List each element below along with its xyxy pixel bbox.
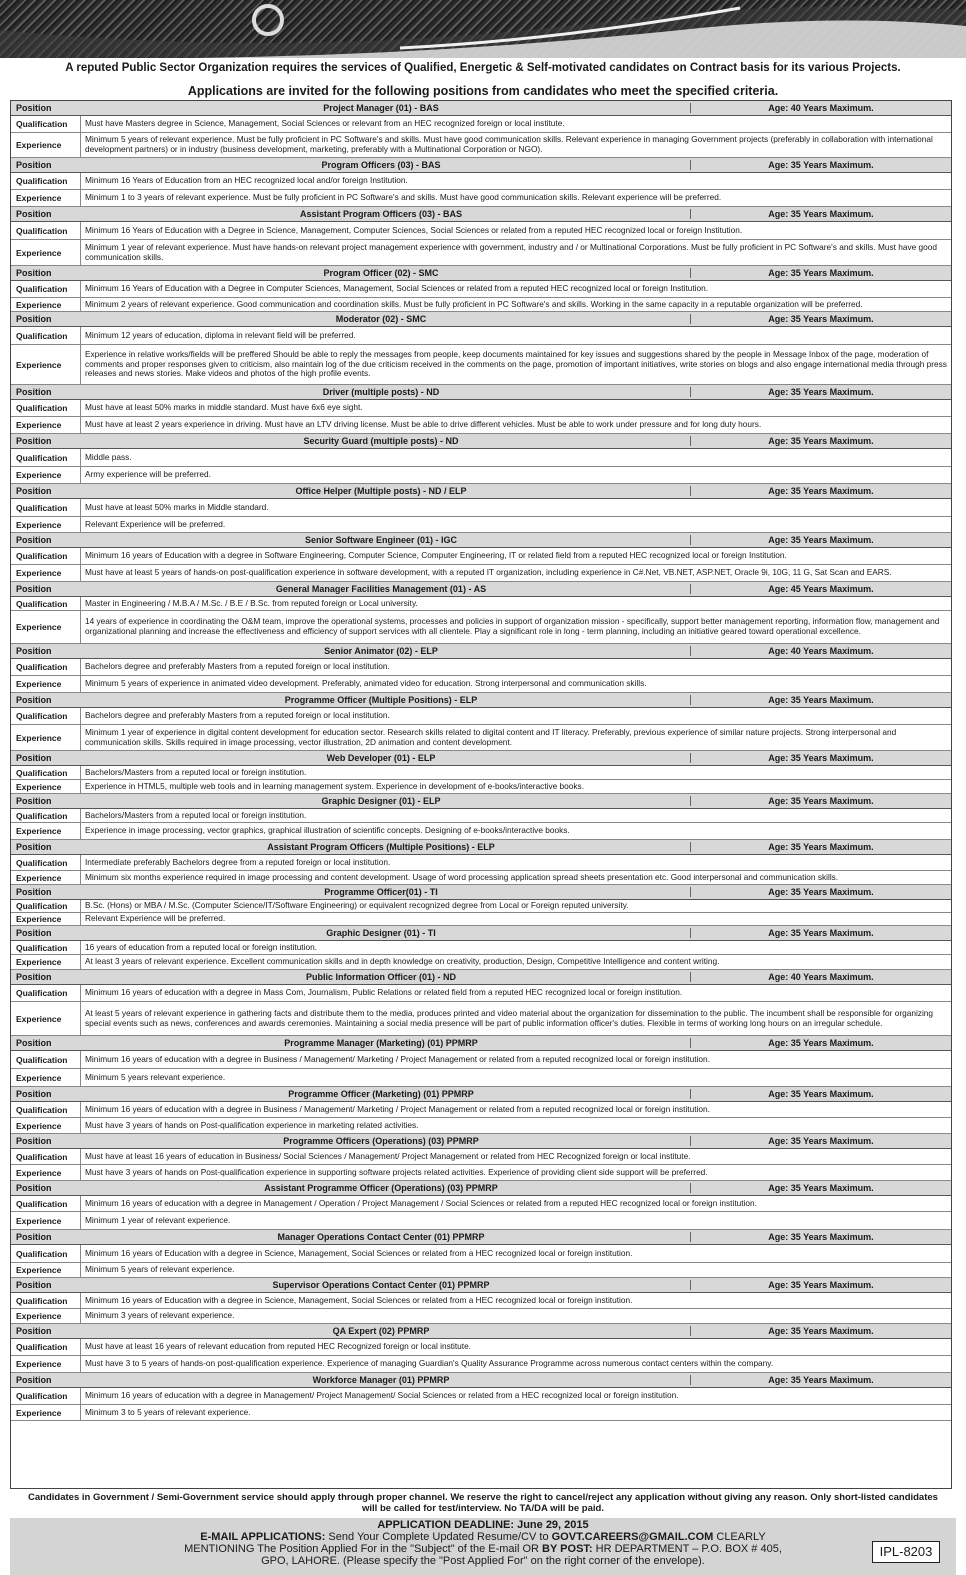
experience-label: Experience <box>11 823 81 839</box>
age-limit: Age: 35 Years Maximum. <box>768 1326 874 1336</box>
experience-label: Experience <box>11 1356 81 1372</box>
qualification-row <box>11 116 951 133</box>
position-label: Position <box>16 209 52 219</box>
position-label: Position <box>16 753 52 763</box>
experience-label: Experience <box>11 240 81 265</box>
experience-row <box>11 1309 951 1324</box>
age-limit: Age: 35 Years Maximum. <box>768 268 874 278</box>
position-row <box>11 794 951 809</box>
position-label: Position <box>16 1375 52 1385</box>
position-row <box>11 751 951 766</box>
position-title: QA Expert (02) PPMRP <box>80 1326 691 1336</box>
experience-text: Relevant Experience will be preferred. <box>85 518 226 529</box>
experience-label: Experience <box>11 417 81 433</box>
position-label: Position <box>16 535 52 545</box>
email-tail: CLEARLY <box>716 1531 766 1543</box>
experience-text: Must have at least 5 years of hands-on post-qualification experience in software development, with a reputed IT organization, including experience in C#.Net, VB.NET, ASP.NET, Oracle 9i, 10G, 11 G, Sat Scan and EARS. <box>85 567 892 578</box>
qualification-row <box>11 1293 951 1309</box>
application-deadline: APPLICATION DEADLINE: June 29, 2015 <box>377 1519 589 1531</box>
position-row <box>11 582 951 597</box>
experience-row <box>11 1165 951 1181</box>
experience-text: Relevant Experience will be preferred. <box>85 913 226 924</box>
experience-label: Experience <box>11 1309 81 1323</box>
experience-row <box>11 611 951 644</box>
experience-row <box>11 565 951 582</box>
age-limit: Age: 35 Years Maximum. <box>768 535 874 545</box>
qualification-row <box>11 1196 951 1212</box>
invite-heading: Applications are invited for the following positions from candidates who meet the specified criteria. <box>187 84 779 98</box>
position-label: Position <box>16 887 52 897</box>
position-label: Position <box>16 1326 52 1336</box>
footer-note: Candidates in Government / Semi-Government service should apply through proper channel. We reserve the right to cancel/reject any application without giving any reason. Only short-listed candidates will be called for test/interview. No TA/DA will be paid. <box>28 1492 938 1514</box>
positions-table <box>10 100 952 1489</box>
age-limit: Age: 35 Years Maximum. <box>768 486 874 496</box>
position-title: Senior Software Engineer (01) - IGC <box>80 535 691 545</box>
position-label: Position <box>16 268 52 278</box>
postal-address: HR DEPARTMENT – P.O. BOX # 405, <box>595 1543 782 1555</box>
position-title: Programme Manager (Marketing) (01) PPMRP <box>80 1038 691 1048</box>
email-address-link[interactable]: GOVT.CAREERS@GMAIL.COM <box>551 1531 714 1543</box>
qualification-label: Qualification <box>11 173 81 189</box>
by-post-label: BY POST: <box>542 1543 593 1555</box>
qualification-row <box>11 281 951 298</box>
experience-row <box>11 1212 951 1230</box>
experience-row <box>11 133 951 158</box>
age-limit: Age: 35 Years Maximum. <box>768 160 874 170</box>
banner-graphic <box>0 0 966 58</box>
experience-text: At least 5 years of relevant experience in gathering facts and distribute them to the media, produces printed and video material about the organization for dissemination to the public. The incumbent shall be responsible for organizing special events such as news, conferences and awards ceremonies. Maintaining a social media presence will be part of public information officer's duties. Flexible in terms of working long hours on an irregular schedule. <box>85 1007 934 1028</box>
qualification-text: Bachelors degree and preferably Masters from a reputed foreign or local institution. <box>85 661 390 672</box>
age-limit: Age: 35 Years Maximum. <box>768 314 874 324</box>
experience-row <box>11 240 951 266</box>
position-label: Position <box>16 972 52 982</box>
position-title: Office Helper (Multiple posts) - ND / ELP <box>80 486 691 496</box>
experience-text: Minimum 3 to 5 years of relevant experience. <box>85 1406 251 1417</box>
position-row <box>11 693 951 708</box>
experience-text: Must have 3 years of hands on Post-qualification experience in marketing related activities. <box>85 1119 419 1130</box>
position-row <box>11 885 951 900</box>
experience-row <box>11 1263 951 1278</box>
qualification-row <box>11 173 951 190</box>
position-label: Position <box>16 796 52 806</box>
experience-label: Experience <box>11 676 81 692</box>
qualification-label: Qualification <box>11 1051 81 1068</box>
position-title: Assistant Program Officers (03) - BAS <box>80 209 691 219</box>
position-title: Supervisor Operations Contact Center (01) PPMRP <box>80 1280 691 1290</box>
position-title: Project Manager (01) - BAS <box>80 103 691 113</box>
experience-row <box>11 1356 951 1373</box>
experience-row <box>11 517 951 533</box>
age-limit: Age: 35 Years Maximum. <box>768 1232 874 1242</box>
experience-text: Minimum 1 year of relevant experience. Must have hands-on relevant project management experience with government, industry and / or Multinational Corporations. Must be fully proficient in PC Software's and skills. Must have good communication skills. <box>85 241 937 262</box>
experience-row <box>11 1118 951 1134</box>
qualification-text: Minimum 16 Years of Education with a Degree in Computer Sciences, Management, Social Sciences or related from a reputed HEC recognized local or foreign Institution. <box>85 283 709 294</box>
qualification-row <box>11 400 951 417</box>
qualification-text: Master in Engineering / M.B.A / M.Sc. / B.E / B.Sc. from reputed foreign or Local university. <box>85 597 418 608</box>
qualification-label: Qualification <box>11 400 81 416</box>
position-label: Position <box>16 1280 52 1290</box>
experience-text: Minimum 5 years relevant experience. <box>85 1071 226 1082</box>
position-title: Web Developer (01) - ELP <box>80 753 691 763</box>
position-row <box>11 312 951 327</box>
postal-city-line: GPO, LAHORE. (Please specify the "Post Applied For" on the right corner of the envelope). <box>261 1555 705 1567</box>
position-title: Programme Officer(01) - TI <box>80 887 691 897</box>
position-row <box>11 101 951 116</box>
qualification-label: Qualification <box>11 1293 81 1308</box>
experience-label: Experience <box>11 611 81 643</box>
experience-text: Minimum 5 years of relevant experience. Must be fully proficient in PC Software's and skills. Must have good communication skills. Relevant experience in managing Government projects (preferably in collaboration with international development partners) or in industry (business development, marketing, preferably with a Multinational Corporation or NGO). <box>85 134 933 154</box>
position-title: General Manager Facilities Management (01) - AS <box>80 584 691 594</box>
position-title: Security Guard (multiple posts) - ND <box>80 436 691 446</box>
qualification-text: Minimum 16 years of education with a degree in Management / Operation / Project Management / Social Sciences or related from a reputed HEC recognized local or foreign institution. <box>85 1197 757 1208</box>
experience-label: Experience <box>11 955 81 969</box>
position-row <box>11 970 951 985</box>
qualification-text: Minimum 16 years of education with a degree in Business / Management/ Marketing / Project Management or related from a reputed recognized local or foreign institution. <box>85 1103 710 1114</box>
position-title: Driver (multiple posts) - ND <box>80 387 691 397</box>
position-row <box>11 484 951 499</box>
position-row <box>11 1230 951 1245</box>
position-row <box>11 434 951 449</box>
experience-row <box>11 467 951 484</box>
position-row <box>11 266 951 281</box>
position-row <box>11 1087 951 1102</box>
position-title: Programme Officers (Operations) (03) PPMRP <box>80 1136 691 1146</box>
qualification-text: Minimum 16 years of Education with a degree in Software Engineering, Computer Science, Computer Engineering, IT or related field from a reputed HEC recognized local or foreign Institution. <box>85 550 787 561</box>
qualification-label: Qualification <box>11 1102 81 1117</box>
age-limit: Age: 40 Years Maximum. <box>768 972 874 982</box>
position-title: Graphic Designer (01) - ELP <box>80 796 691 806</box>
qualification-row <box>11 900 951 913</box>
qualification-label: Qualification <box>11 900 81 912</box>
email-text: Send Your Complete Updated Resume/CV to <box>328 1531 549 1543</box>
qualification-label: Qualification <box>11 1196 81 1211</box>
qualification-text: Intermediate preferably Bachelors degree from a reputed foreign or local institution. <box>85 856 391 867</box>
experience-text: Experience in HTML5, multiple web tools and in learning management system. Experience in development of e-books/interactive books. <box>85 780 584 791</box>
position-row <box>11 644 951 659</box>
experience-text: Minimum six months experience required in image processing and content development. Usage of word processing application spread sheets presentation etc. Good interpersonal and communication skills. <box>85 871 839 882</box>
position-label: Position <box>16 387 52 397</box>
experience-label: Experience <box>11 298 81 311</box>
experience-label: Experience <box>11 1405 81 1420</box>
qualification-row <box>11 597 951 611</box>
experience-label: Experience <box>11 1263 81 1277</box>
position-row <box>11 1324 951 1339</box>
position-title: Assistant Program Officers (Multiple Positions) - ELP <box>80 842 691 852</box>
experience-text: Must have 3 years of hands on Post-qualification experience in supporting software projects related activities. Experience of providing client side support will be preferred. <box>85 1166 708 1177</box>
qualification-row <box>11 1339 951 1356</box>
qualification-row <box>11 766 951 780</box>
qualification-text: Minimum 16 Years of Education with a Degree in Science, Management, Computer Sciences, Social Sciences or related from a reputed HEC recognized local or foreign Institution. <box>85 224 743 235</box>
age-limit: Age: 35 Years Maximum. <box>768 887 874 897</box>
experience-text: Minimum 1 to 3 years of relevant experience. Must be fully proficient in PC Software's and skills. Must have good communication skills. Relevant experience will be preferred. <box>85 192 722 203</box>
experience-row <box>11 913 951 926</box>
experience-label: Experience <box>11 871 81 884</box>
experience-row <box>11 1069 951 1087</box>
experience-label: Experience <box>11 1118 81 1133</box>
post-instructions <box>0 1543 966 1555</box>
qualification-row <box>11 855 951 871</box>
experience-row <box>11 1002 951 1036</box>
position-row <box>11 840 951 855</box>
position-label: Position <box>16 486 52 496</box>
qualification-row <box>11 1388 951 1405</box>
position-row <box>11 158 951 173</box>
position-label: Position <box>16 1038 52 1048</box>
position-title: Program Officer (02) - SMC <box>80 268 691 278</box>
experience-label: Experience <box>11 467 81 483</box>
qualification-label: Qualification <box>11 281 81 297</box>
experience-text: Must have at least 2 years experience in driving. Must have an LTV driving license. Must be able to drive different vehicles. Must be able to work under pressure and for long duty hours. <box>85 419 762 430</box>
qualification-row <box>11 941 951 955</box>
position-title: Workforce Manager (01) PPMRP <box>80 1375 691 1385</box>
experience-label: Experience <box>11 1069 81 1086</box>
email-label: E-MAIL APPLICATIONS: <box>200 1531 326 1543</box>
qualification-label: Qualification <box>11 548 81 564</box>
qualification-label: Qualification <box>11 941 81 954</box>
experience-row <box>11 780 951 794</box>
position-row <box>11 1373 951 1388</box>
experience-label: Experience <box>11 780 81 793</box>
reference-code-badge: IPL-8203 <box>872 1541 940 1563</box>
age-limit: Age: 35 Years Maximum. <box>768 695 874 705</box>
qualification-label: Qualification <box>11 222 81 239</box>
experience-label: Experience <box>11 1002 81 1035</box>
experience-label: Experience <box>11 725 81 750</box>
subject-instruction: MENTIONING The Position Applied For in the "Subject" of the E-mail OR <box>184 1543 539 1555</box>
experience-label: Experience <box>11 1165 81 1180</box>
experience-text: Minimum 5 years of relevant experience. <box>85 1264 235 1275</box>
experience-text: Experience in relative works/fields will be preffered Should be able to reply the messages from people, keep documents maintained for key issues and suggestions shared by the people in Message Inbox of the page, moderation of comments and proper responses given to criticism, also maintain log of the due criticism received in the comments on the page, promotion of important initiatives, write stories on blogs and also engage international media through press releases and news stories. Make videos and photos of the high profile events. <box>85 349 947 379</box>
qualification-text: Bachelors/Masters from a reputed local or foreign institution. <box>85 809 307 820</box>
experience-label: Experience <box>11 133 81 157</box>
qualification-text: B.Sc. (Hons) or MBA / M.Sc. (Computer Science/IT/Software Engineering) or equivalent recognized degree from Local or Foreign reputed university. <box>85 900 629 911</box>
age-limit: Age: 40 Years Maximum. <box>768 103 874 113</box>
position-label: Position <box>16 842 52 852</box>
position-title: Public Information Officer (01) - ND <box>80 972 691 982</box>
intro-text: A reputed Public Sector Organization requires the services of Qualified, Energetic & Self-motivated candidates on Contract basis for its various Projects. <box>65 62 901 74</box>
position-label: Position <box>16 314 52 324</box>
age-limit: Age: 35 Years Maximum. <box>768 1038 874 1048</box>
position-row <box>11 1278 951 1293</box>
qualification-text: Must have at least 50% marks in middle standard. Must have 6x6 eye sight. <box>85 402 363 413</box>
position-row <box>11 1036 951 1051</box>
qualification-label: Qualification <box>11 659 81 675</box>
qualification-text: Minimum 16 years of education with a degree in Mass Com, Journalism, Public Relations or related field from a reputed HEC recognized local or foreign institution. <box>85 987 683 998</box>
position-label: Position <box>16 436 52 446</box>
qualification-label: Qualification <box>11 985 81 1001</box>
position-row <box>11 207 951 222</box>
qualification-text: Must have at least 50% marks in Middle standard. <box>85 501 269 512</box>
experience-text: Minimum 3 years of relevant experience. <box>85 1310 235 1321</box>
age-limit: Age: 45 Years Maximum. <box>768 584 874 594</box>
qualification-row <box>11 1245 951 1263</box>
qualification-row <box>11 449 951 467</box>
position-label: Position <box>16 1232 52 1242</box>
qualification-text: Bachelors/Masters from a reputed local or foreign institution. <box>85 766 307 777</box>
experience-text: Minimum 1 year of experience in digital content development for education sector. Research skills related to digital content and IT literacy. Preferably, previous experience of similar nature projects. Strong interpersonal and communication skills. Skills required in image processing, vector illustration, 2D animation and content development. <box>85 726 897 747</box>
qualification-text: Minimum 16 years of Education with a degree in Science, Management, Social Sciences or related from a HEC recognized local or foreign institution. <box>85 1247 633 1258</box>
age-limit: Age: 35 Years Maximum. <box>768 387 874 397</box>
qualification-row <box>11 499 951 517</box>
age-limit: Age: 35 Years Maximum. <box>768 928 874 938</box>
qualification-label: Qualification <box>11 1339 81 1355</box>
experience-text: Minimum 5 years of experience in animated video development. Preferably, animated video for education. Strong interpersonal and communication skills. <box>85 678 647 689</box>
qualification-label: Qualification <box>11 597 81 610</box>
qualification-label: Qualification <box>11 1149 81 1164</box>
position-row <box>11 926 951 941</box>
position-label: Position <box>16 103 52 113</box>
position-title: Assistant Programme Officer (Operations) (03) PPMRP <box>80 1183 691 1193</box>
header-banner <box>0 0 966 58</box>
qualification-row <box>11 985 951 1002</box>
experience-text: At least 3 years of relevant experience. Excellent communication skills and in depth knowledge on creativity, production, Design, Competitive Intelligence and content writing. <box>85 956 720 967</box>
position-row <box>11 533 951 548</box>
qualification-text: Minimum 16 years of education with a degree in Management/ Project Management/ Social Sciences or related from a HEC recognized local or foreign institution. <box>85 1390 679 1401</box>
age-limit: Age: 40 Years Maximum. <box>768 646 874 656</box>
experience-text: 14 years of experience in coordinating the O&M team, improve the operational systems, processes and policies in support of organization mission - specifically, support better management reporting, information flow, management and organizational planning and increase the effectiveness and efficiency of support services with all clientele. Play a significant role in long - term planning, including an initiative geared toward operational excellence. <box>85 616 940 636</box>
position-label: Position <box>16 1183 52 1193</box>
position-title: Programme Officer (Marketing) (01) PPMRP <box>80 1089 691 1099</box>
qualification-text: Must have at least 16 years of relevant education from reputed HEC Recognized foreign or local institute. <box>85 1341 472 1352</box>
qualification-text: Must have Masters degree in Science, Management, Social Sciences or relevant from an HEC recognized foreign or local institute. <box>85 118 565 129</box>
age-limit: Age: 35 Years Maximum. <box>768 436 874 446</box>
age-limit: Age: 35 Years Maximum. <box>768 1375 874 1385</box>
position-title: Program Officers (03) - BAS <box>80 160 691 170</box>
experience-row <box>11 190 951 207</box>
experience-text: Minimum 1 year of relevant experience. <box>85 1214 231 1225</box>
qualification-row <box>11 548 951 565</box>
qualification-label: Qualification <box>11 1388 81 1404</box>
position-title: Senior Animator (02) - ELP <box>80 646 691 656</box>
qualification-text: Minimum 16 years of Education with a degree in Science, Management, Social Sciences or related from a HEC recognized local or foreign institution. <box>85 1294 633 1305</box>
experience-row <box>11 345 951 385</box>
age-limit: Age: 35 Years Maximum. <box>768 1280 874 1290</box>
qualification-text: Minimum 16 Years of Education from an HEC recognized local and/or foreign Institution. <box>85 175 408 186</box>
qualification-label: Qualification <box>11 449 81 466</box>
qualification-text: Must have at least 16 years of education in Business/ Social Sciences / Management/ Project Management or related from HEC Recognized foreign or local institute. <box>85 1150 691 1161</box>
qualification-row <box>11 659 951 676</box>
experience-text: Minimum 2 years of relevant experience. Good communication and coordination skills. Must be fully proficient in PC Software's and skills. Working in the same capacity in a reputable organization will be preferred. <box>85 298 863 309</box>
qualification-text: Middle pass. <box>85 451 132 462</box>
experience-label: Experience <box>11 913 81 925</box>
age-limit: Age: 35 Years Maximum. <box>768 1183 874 1193</box>
qualification-label: Qualification <box>11 1245 81 1262</box>
qualification-row <box>11 327 951 345</box>
qualification-label: Qualification <box>11 708 81 724</box>
age-limit: Age: 35 Years Maximum. <box>768 753 874 763</box>
position-label: Position <box>16 160 52 170</box>
qualification-row <box>11 222 951 240</box>
position-label: Position <box>16 1089 52 1099</box>
experience-row <box>11 1405 951 1421</box>
age-limit: Age: 35 Years Maximum. <box>768 209 874 219</box>
qualification-label: Qualification <box>11 499 81 516</box>
experience-label: Experience <box>11 517 81 532</box>
email-instructions <box>0 1531 966 1543</box>
position-label: Position <box>16 928 52 938</box>
experience-label: Experience <box>11 190 81 206</box>
qualification-row <box>11 1149 951 1165</box>
position-title: Moderator (02) - SMC <box>80 314 691 324</box>
experience-text: Experience in image processing, vector graphics, graphical illustration of scientific concepts. Designing of e-books/interactive books. <box>85 825 570 836</box>
position-label: Position <box>16 695 52 705</box>
position-title: Manager Operations Contact Center (01) PPMRP <box>80 1232 691 1242</box>
experience-row <box>11 417 951 434</box>
position-row <box>11 385 951 400</box>
experience-text: Must have 3 to 5 years of hands-on post-qualification experience. Experience of managing Guardian's Quality Assurance Programme across numerous contact centers within the company. <box>85 1358 774 1369</box>
experience-text: Army experience will be preferred. <box>85 469 211 480</box>
qualification-label: Qualification <box>11 809 81 822</box>
position-row <box>11 1181 951 1196</box>
qualification-row <box>11 809 951 823</box>
experience-row <box>11 298 951 312</box>
qualification-text: Bachelors degree and preferably Masters from a reputed foreign or local institution. <box>85 710 390 721</box>
position-label: Position <box>16 646 52 656</box>
experience-row <box>11 676 951 693</box>
position-label: Position <box>16 1136 52 1146</box>
age-limit: Age: 35 Years Maximum. <box>768 796 874 806</box>
experience-label: Experience <box>11 565 81 581</box>
age-limit: Age: 35 Years Maximum. <box>768 1089 874 1099</box>
position-title: Graphic Designer (01) - TI <box>80 928 691 938</box>
qualification-label: Qualification <box>11 855 81 870</box>
experience-row <box>11 823 951 840</box>
position-row <box>11 1134 951 1149</box>
age-limit: Age: 35 Years Maximum. <box>768 842 874 852</box>
experience-row <box>11 871 951 885</box>
experience-row <box>11 955 951 970</box>
position-title: Programme Officer (Multiple Positions) - ELP <box>80 695 691 705</box>
qualification-label: Qualification <box>11 116 81 132</box>
experience-row <box>11 725 951 751</box>
age-limit: Age: 35 Years Maximum. <box>768 1136 874 1146</box>
qualification-row <box>11 708 951 725</box>
qualification-row <box>11 1102 951 1118</box>
qualification-text: Minimum 12 years of education, diploma in relevant field will be preferred. <box>85 329 356 340</box>
position-label: Position <box>16 584 52 594</box>
experience-label: Experience <box>11 1212 81 1229</box>
qualification-text: Minimum 16 years of education with a degree in Business / Management/ Marketing / Project Management or related from a reputed recognized local or foreign institution. <box>85 1053 710 1064</box>
qualification-text: 16 years of education from a reputed local or foreign institution. <box>85 941 317 952</box>
qualification-row <box>11 1051 951 1069</box>
experience-label: Experience <box>11 345 81 384</box>
qualification-label: Qualification <box>11 327 81 344</box>
qualification-label: Qualification <box>11 766 81 779</box>
